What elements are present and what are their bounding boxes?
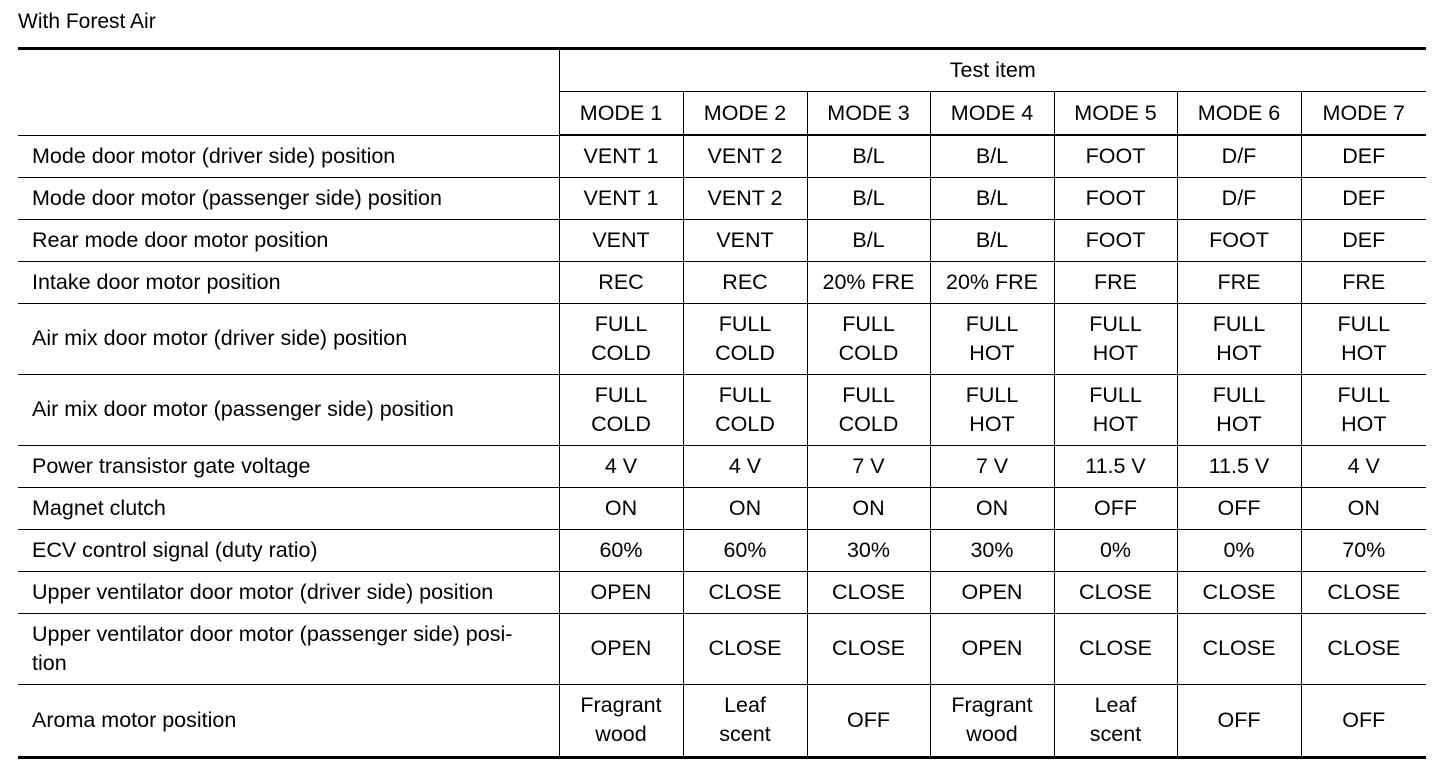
cell-value: D/F [1177,135,1301,177]
cell-value-line: FULL [1212,382,1266,407]
cell-value: CLOSE [807,613,930,684]
cell-value-line: scent [1089,722,1142,746]
cell-value-line: COLD [838,411,899,436]
mode-header-1: MODE 1 [559,92,683,136]
mode-header-5: MODE 5 [1054,92,1177,136]
cell-value: B/L [930,219,1054,261]
cell-value: VENT [559,219,683,261]
cell-value: 11.5 V [1054,445,1177,487]
cell-value-line: FULL [1212,311,1266,336]
cell-value: 4 V [683,445,807,487]
cell-value-line: HOT [1092,411,1139,436]
cell-value [1301,374,1426,445]
cell-value [683,374,807,445]
row-label: Mode door motor (driver side) position [18,135,559,177]
cell-value: OFF [1177,487,1301,529]
cell-value [683,303,807,374]
table-row [18,529,1426,571]
table-row [18,374,1426,445]
cell-value: CLOSE [683,613,807,684]
cell-value: VENT 1 [559,135,683,177]
cell-value-line: COLD [715,411,775,436]
header-blank-cell [18,49,559,136]
cell-value-line: FULL [842,311,895,336]
cell-value: OPEN [559,571,683,613]
cell-value: REC [559,261,683,303]
cell-value: DEF [1301,177,1426,219]
cell-value-line: HOT [1341,411,1387,436]
table-row [18,303,1426,374]
cell-value-line: COLD [591,411,651,436]
cell-value: 4 V [1301,445,1426,487]
cell-value: B/L [930,177,1054,219]
row-label: Power transistor gate voltage [18,445,559,487]
cell-value: FRE [1177,261,1301,303]
cell-value: VENT 1 [559,177,683,219]
row-label: Intake door motor position [18,261,559,303]
row-label: Magnet clutch [18,487,559,529]
cell-value-line: Leaf [1094,693,1137,717]
cell-value: ON [1301,487,1426,529]
cell-value-line: FULL [594,382,648,407]
cell-value: B/L [930,135,1054,177]
row-label: Aroma motor position [18,684,559,757]
table-row [18,135,1426,177]
cell-value [683,684,807,757]
row-label-line: tion [32,650,67,675]
mode-header-6: MODE 6 [1177,92,1301,136]
mode-header-3: MODE 3 [807,92,930,136]
table-row [18,613,1426,684]
cell-value-line: FULL [1337,382,1391,407]
cell-value: 20% FRE [807,261,930,303]
cell-value: DEF [1301,135,1426,177]
cell-value-line: wood [595,722,647,746]
row-label-line: Upper ventilator door motor (passenger side) posi- [32,621,513,646]
cell-value [930,374,1054,445]
header-row-group [18,49,1426,92]
row-label: Upper ventilator door motor (driver side) position [18,571,559,613]
cell-value: 60% [683,529,807,571]
cell-value: 30% [807,529,930,571]
table-row [18,487,1426,529]
cell-value: 70% [1301,529,1426,571]
cell-value: CLOSE [1301,613,1426,684]
cell-value-line: Leaf [724,693,766,717]
cell-value-line: FULL [1337,311,1391,336]
table-row [18,177,1426,219]
cell-value [1301,303,1426,374]
cell-value-line: HOT [969,411,1015,436]
cell-value: B/L [807,135,930,177]
cell-value: 20% FRE [930,261,1054,303]
cell-value-line: HOT [969,340,1015,365]
cell-value: OFF [1301,684,1426,757]
row-label: Rear mode door motor position [18,219,559,261]
cell-value: OPEN [930,571,1054,613]
cell-value-line: HOT [1341,340,1387,365]
cell-value [807,374,930,445]
cell-value-line: FULL [842,382,895,407]
cell-value-line: FULL [594,311,648,336]
cell-value: ON [930,487,1054,529]
cell-value [930,303,1054,374]
cell-value: FOOT [1054,135,1177,177]
cell-value: 11.5 V [1177,445,1301,487]
cell-value: ON [807,487,930,529]
row-label: Air mix door motor (driver side) position [18,303,559,374]
cell-value-line: HOT [1216,411,1262,436]
cell-value: VENT 2 [683,177,807,219]
cell-value: 60% [559,529,683,571]
row-label [18,613,559,684]
cell-value-line: COLD [591,340,651,365]
cell-value: CLOSE [1054,613,1177,684]
cell-value: OFF [1177,684,1301,757]
cell-value: 4 V [559,445,683,487]
cell-value: ON [559,487,683,529]
cell-value: 30% [930,529,1054,571]
cell-value-line: FULL [1089,382,1142,407]
cell-value [807,303,930,374]
cell-value: CLOSE [1177,613,1301,684]
cell-value: D/F [1177,177,1301,219]
cell-value: VENT [683,219,807,261]
cell-value: OPEN [930,613,1054,684]
cell-value [559,374,683,445]
cell-value [1054,303,1177,374]
table-row [18,571,1426,613]
cell-value: FRE [1054,261,1177,303]
cell-value: CLOSE [683,571,807,613]
test-item-table [18,47,1426,759]
test-item-table-container [18,47,1426,759]
cell-value-line: COLD [715,340,775,365]
cell-value: CLOSE [1177,571,1301,613]
cell-value [559,303,683,374]
cell-value-line: FULL [965,382,1019,407]
cell-value-line: HOT [1216,340,1262,365]
cell-value: CLOSE [1301,571,1426,613]
cell-value-line: HOT [1092,340,1139,365]
cell-value: B/L [807,177,930,219]
mode-header-2: MODE 2 [683,92,807,136]
table-row [18,445,1426,487]
cell-value: OPEN [559,613,683,684]
row-label: ECV control signal (duty ratio) [18,529,559,571]
row-label: Air mix door motor (passenger side) position [18,374,559,445]
cell-value: FOOT [1177,219,1301,261]
table-caption: With Forest Air [18,10,156,33]
cell-value: REC [683,261,807,303]
cell-value-line: FULL [965,311,1019,336]
cell-value: FRE [1301,261,1426,303]
cell-value-line: FULL [718,382,772,407]
cell-value: CLOSE [807,571,930,613]
table-row [18,219,1426,261]
cell-value [1177,374,1301,445]
cell-value: 0% [1054,529,1177,571]
cell-value: FOOT [1054,177,1177,219]
test-item-header: Test item [559,49,1426,92]
cell-value: FOOT [1054,219,1177,261]
cell-value-line: FULL [1089,311,1142,336]
cell-value: ON [683,487,807,529]
cell-value: OFF [1054,487,1177,529]
table-row [18,261,1426,303]
cell-value: VENT 2 [683,135,807,177]
cell-value [1054,684,1177,757]
cell-value-line: FULL [718,311,772,336]
mode-header-4: MODE 4 [930,92,1054,136]
cell-value: CLOSE [1054,571,1177,613]
row-label: Mode door motor (passenger side) position [18,177,559,219]
cell-value-line: wood [966,722,1018,746]
cell-value: DEF [1301,219,1426,261]
cell-value: 0% [1177,529,1301,571]
cell-value: B/L [807,219,930,261]
cell-value-line: COLD [838,340,899,365]
cell-value: 7 V [807,445,930,487]
cell-value [1054,374,1177,445]
mode-header-7: MODE 7 [1301,92,1426,136]
cell-value [559,684,683,757]
cell-value-line: Fragrant [951,693,1033,717]
cell-value-line: scent [719,722,771,746]
cell-value [1177,303,1301,374]
table-row [18,684,1426,757]
cell-value [930,684,1054,757]
table-body [18,135,1426,757]
cell-value-line: Fragrant [580,693,662,717]
cell-value: OFF [807,684,930,757]
cell-value: 7 V [930,445,1054,487]
